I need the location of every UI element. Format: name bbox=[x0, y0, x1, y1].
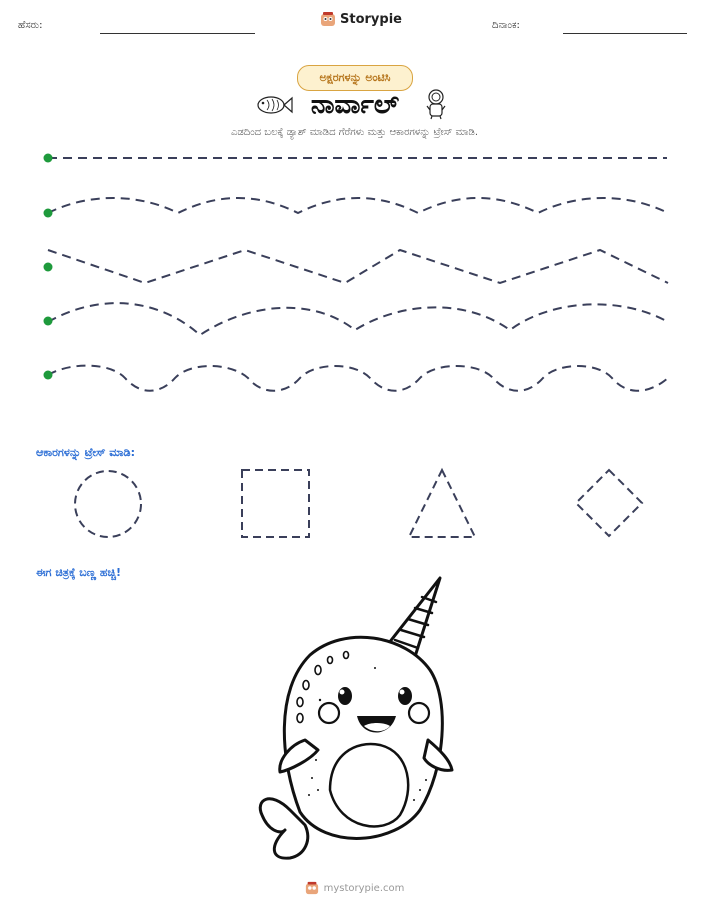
trace-circle bbox=[75, 471, 141, 537]
color-heading: ಈಗ ಚಿತ್ರಕ್ಕೆ ಬಣ್ಣ ಹಚ್ಚಿ! bbox=[36, 566, 122, 579]
storypie-logo bbox=[305, 881, 319, 895]
trace-line-wave-large bbox=[48, 303, 668, 335]
trace-line-wave bbox=[48, 198, 668, 213]
narwhal-illustration bbox=[255, 572, 455, 864]
start-dot bbox=[44, 371, 53, 380]
trace-diamond bbox=[576, 470, 642, 536]
tracing-lines bbox=[0, 140, 709, 400]
instruction-text: ಎಡದಿಂದ ಬಲಕ್ಕೆ ಡ್ಯಾಶ್ ಮಾಡಿದ ಗೆರೆಗಳು ಮತ್ತು ಆಕಾರಗಳನ್ನು ಟ್ರೇಸ್ ಮಾಡಿ. bbox=[230, 127, 479, 138]
trace-square bbox=[242, 470, 309, 537]
footer-url[interactable]: mystorypie.com bbox=[323, 882, 405, 894]
date-line[interactable] bbox=[563, 33, 687, 34]
trace-triangle bbox=[409, 470, 475, 537]
footer bbox=[0, 881, 709, 895]
name-line[interactable] bbox=[100, 33, 255, 34]
storypie-logo bbox=[320, 11, 336, 27]
page-title: ನಾರ್ವಾಲ್ bbox=[310, 90, 400, 120]
brand bbox=[320, 11, 402, 27]
start-dot bbox=[44, 154, 53, 163]
brand-name: Storypie bbox=[340, 11, 402, 27]
trace-shapes bbox=[60, 465, 660, 545]
trace-line-loops bbox=[48, 366, 668, 391]
fish-icon bbox=[255, 94, 293, 116]
diver-icon bbox=[422, 88, 450, 120]
trace-line-zigzag bbox=[48, 250, 668, 283]
activity-badge: ಅಕ್ಷರಗಳನ್ನು ಅಂಟಿಸಿ bbox=[297, 65, 413, 91]
date-label: ದಿನಾಂಕ: bbox=[492, 20, 520, 31]
shapes-heading: ಆಕಾರಗಳನ್ನು ಟ್ರೇಸ್ ಮಾಡಿ: bbox=[36, 446, 135, 459]
start-dot bbox=[44, 209, 53, 218]
start-dot bbox=[44, 317, 53, 326]
name-label: ಹೆಸರು: bbox=[18, 20, 43, 31]
start-dot bbox=[44, 263, 53, 272]
